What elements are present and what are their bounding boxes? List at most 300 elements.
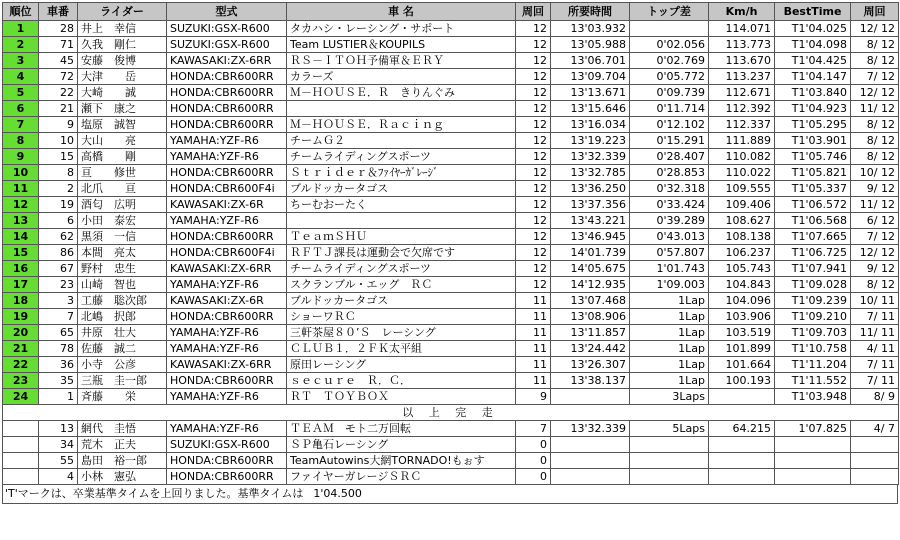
footer-base-time: 1'04.500	[313, 487, 362, 500]
cell-total-time: 13'16.034	[551, 117, 630, 133]
cell-rider: 北嶋 択郎	[78, 309, 167, 325]
cell-number: 62	[39, 229, 78, 245]
cell-position: 12	[3, 197, 39, 213]
cell-number: 3	[39, 293, 78, 309]
cell-laps: 12	[516, 69, 551, 85]
cell-rider: 網代 圭悟	[78, 421, 167, 437]
cell-speed: 113.670	[709, 53, 775, 69]
cell-speed: 103.519	[709, 325, 775, 341]
cell-gap: 0'33.424	[630, 197, 709, 213]
cell-number: 34	[39, 437, 78, 453]
cell-rider: 工藤 聡次郎	[78, 293, 167, 309]
cell-rider: 小寺 公彦	[78, 357, 167, 373]
cell-model: SUZUKI:GSX-R600	[167, 37, 287, 53]
cell-team: ＴＥＡＭ モト二万回転	[287, 421, 516, 437]
cell-number: 10	[39, 133, 78, 149]
cell-best-time: T1'05.746	[775, 149, 851, 165]
cell-best-lap: 7/ 11	[851, 357, 899, 373]
header-gap: トップ差	[630, 3, 709, 21]
cell-total-time: 13'24.442	[551, 341, 630, 357]
cell-model: YAMAHA:YZF-R6	[167, 341, 287, 357]
cell-best-lap: 9/ 12	[851, 181, 899, 197]
cell-best-lap	[851, 469, 899, 485]
cell-team: カラーズ	[287, 69, 516, 85]
cell-team: 三軒茶屋８０’Ｓ レーシング	[287, 325, 516, 341]
cell-position: 19	[3, 309, 39, 325]
cell-gap: 0'43.013	[630, 229, 709, 245]
cell-best-lap: 4/ 7	[851, 421, 899, 437]
cell-model: YAMAHA:YZF-R6	[167, 389, 287, 405]
cell-rider: 黒須 一信	[78, 229, 167, 245]
header-speed: Km/h	[709, 3, 775, 21]
cell-best-time: T1'07.665	[775, 229, 851, 245]
table-row	[3, 229, 899, 245]
cell-speed: 101.899	[709, 341, 775, 357]
cell-number: 6	[39, 213, 78, 229]
cell-laps: 12	[516, 213, 551, 229]
cell-number: 45	[39, 53, 78, 69]
cell-rider: 高橋 剛	[78, 149, 167, 165]
cell-position: 11	[3, 181, 39, 197]
cell-model: YAMAHA:YZF-R6	[167, 325, 287, 341]
cell-speed	[709, 469, 775, 485]
table-row	[3, 117, 899, 133]
table-row	[3, 245, 899, 261]
cell-number: 65	[39, 325, 78, 341]
cell-position: 9	[3, 149, 39, 165]
cell-number: 78	[39, 341, 78, 357]
table-row	[3, 69, 899, 85]
cell-best-time: T1'09.210	[775, 309, 851, 325]
cell-number: 7	[39, 309, 78, 325]
header-row	[3, 3, 899, 21]
cell-number: 23	[39, 277, 78, 293]
cell-gap: 0'05.772	[630, 69, 709, 85]
cell-best-time: T1'04.147	[775, 69, 851, 85]
cell-speed: 104.096	[709, 293, 775, 309]
unranked-rows	[3, 421, 899, 485]
cell-team: ブルドッカータゴス	[287, 293, 516, 309]
cell-team: Ｍ－ＨＯＵＳＥ．Ｒａｃｉｎｇ	[287, 117, 516, 133]
cell-rider: 井上 幸信	[78, 21, 167, 37]
cell-position: 10	[3, 165, 39, 181]
header-best-time: BestTime	[775, 3, 851, 21]
cell-number: 19	[39, 197, 78, 213]
cell-laps: 12	[516, 277, 551, 293]
cell-team: ＲＦＴＪ課長は運動会で欠席です	[287, 245, 516, 261]
cell-number: 71	[39, 37, 78, 53]
cell-position: 7	[3, 117, 39, 133]
cell-number: 21	[39, 101, 78, 117]
cell-gap: 0'02.056	[630, 37, 709, 53]
cell-best-lap	[851, 437, 899, 453]
cell-gap: 1'01.743	[630, 261, 709, 277]
table-row	[3, 469, 899, 485]
cell-total-time: 13'09.704	[551, 69, 630, 85]
table-row	[3, 453, 899, 469]
cell-total-time: 13'08.906	[551, 309, 630, 325]
cell-total-time: 13'15.646	[551, 101, 630, 117]
cell-laps: 11	[516, 373, 551, 389]
cell-speed: 113.773	[709, 37, 775, 53]
cell-gap: 0'28.407	[630, 149, 709, 165]
cell-laps: 0	[516, 437, 551, 453]
cell-team	[287, 101, 516, 117]
cell-team: ファイヤーガレージＳＲＣ	[287, 469, 516, 485]
cell-gap: 3Laps	[630, 389, 709, 405]
header-team: 車 名	[287, 3, 516, 21]
cell-position	[3, 421, 39, 437]
cell-model: HONDA:CBR600RR	[167, 165, 287, 181]
cell-best-lap: 8/ 12	[851, 149, 899, 165]
cell-speed	[709, 453, 775, 469]
table-row	[3, 181, 899, 197]
cell-model: HONDA:CBR600RR	[167, 117, 287, 133]
cell-rider: 本間 亮太	[78, 245, 167, 261]
cell-laps: 12	[516, 165, 551, 181]
cell-position: 3	[3, 53, 39, 69]
cell-team: チームＧ２	[287, 133, 516, 149]
cell-best-lap: 8/ 12	[851, 133, 899, 149]
table-row	[3, 437, 899, 453]
cell-position	[3, 453, 39, 469]
table-row	[3, 277, 899, 293]
cell-rider: 島田 裕一郎	[78, 453, 167, 469]
table-row	[3, 309, 899, 325]
cell-number: 8	[39, 165, 78, 181]
cell-speed: 112.671	[709, 85, 775, 101]
table-row	[3, 197, 899, 213]
cell-speed: 108.138	[709, 229, 775, 245]
cell-laps: 11	[516, 325, 551, 341]
table-row	[3, 293, 899, 309]
header-model: 型式	[167, 3, 287, 21]
table-row	[3, 261, 899, 277]
cell-speed: 113.237	[709, 69, 775, 85]
cell-model: HONDA:CBR600RR	[167, 69, 287, 85]
table-row	[3, 341, 899, 357]
cell-number: 86	[39, 245, 78, 261]
cell-laps: 12	[516, 53, 551, 69]
cell-gap: 0'39.289	[630, 213, 709, 229]
header-laps: 周回	[516, 3, 551, 21]
cell-total-time: 13'38.137	[551, 373, 630, 389]
cell-number: 22	[39, 85, 78, 101]
cell-position: 4	[3, 69, 39, 85]
cell-best-lap: 8/ 9	[851, 389, 899, 405]
cell-model: HONDA:CBR600RR	[167, 101, 287, 117]
cell-best-time: T1'06.725	[775, 245, 851, 261]
cell-gap	[630, 437, 709, 453]
cell-speed: 110.022	[709, 165, 775, 181]
cell-model: HONDA:CBR600RR	[167, 309, 287, 325]
cell-best-lap: 8/ 12	[851, 37, 899, 53]
cell-gap: 0'15.291	[630, 133, 709, 149]
cell-speed	[709, 437, 775, 453]
cell-gap: 1Lap	[630, 325, 709, 341]
cell-best-time: T1'11.204	[775, 357, 851, 373]
cell-gap: 1Lap	[630, 357, 709, 373]
cell-position	[3, 437, 39, 453]
cell-best-lap: 8/ 12	[851, 277, 899, 293]
cell-team: チームライディングスポーツ	[287, 149, 516, 165]
cell-model: YAMAHA:YZF-R6	[167, 277, 287, 293]
cell-team: TeamAutowins大網TORNADO!もぉす	[287, 453, 516, 469]
cell-model: HONDA:CBR600F4i	[167, 245, 287, 261]
cell-team: ＲＳ－ＩＴＯＨ予備軍＆ＥＲＹ	[287, 53, 516, 69]
cell-number: 4	[39, 469, 78, 485]
cell-team: 原田レーシング	[287, 357, 516, 373]
cell-best-time: T1'04.425	[775, 53, 851, 69]
cell-gap: 1Lap	[630, 293, 709, 309]
ranked-rows	[3, 21, 899, 405]
cell-best-lap: 7/ 11	[851, 309, 899, 325]
cell-best-time	[775, 469, 851, 485]
cell-total-time	[551, 453, 630, 469]
header-position: 順位	[3, 3, 39, 21]
cell-number: 9	[39, 117, 78, 133]
cell-number: 72	[39, 69, 78, 85]
cell-best-time: T1'11.552	[775, 373, 851, 389]
cell-position: 5	[3, 85, 39, 101]
cell-team: ＲＴ ＴＯＹＢＯＸ	[287, 389, 516, 405]
cell-number: 2	[39, 181, 78, 197]
cell-speed: 114.071	[709, 21, 775, 37]
cell-total-time: 13'03.932	[551, 21, 630, 37]
cell-best-time: T1'09.028	[775, 277, 851, 293]
cell-rider: 北爪 亘	[78, 181, 167, 197]
footer-note	[2, 485, 898, 504]
cell-laps: 11	[516, 341, 551, 357]
cell-best-lap: 12/ 12	[851, 245, 899, 261]
cell-total-time: 13'43.221	[551, 213, 630, 229]
cell-rider: 酒匂 広明	[78, 197, 167, 213]
cell-total-time: 13'26.307	[551, 357, 630, 373]
cell-rider: 大崎 誠	[78, 85, 167, 101]
cell-speed: 110.082	[709, 149, 775, 165]
table-row	[3, 53, 899, 69]
cell-position: 16	[3, 261, 39, 277]
cell-total-time: 13'37.356	[551, 197, 630, 213]
table-row	[3, 37, 899, 53]
cell-speed: 109.406	[709, 197, 775, 213]
cell-speed: 112.337	[709, 117, 775, 133]
cell-position: 22	[3, 357, 39, 373]
cell-gap: 1Lap	[630, 341, 709, 357]
table-row	[3, 133, 899, 149]
cell-laps: 12	[516, 245, 551, 261]
cell-speed: 103.906	[709, 309, 775, 325]
cell-team: ＳＰ亀石レーシング	[287, 437, 516, 453]
cell-number: 35	[39, 373, 78, 389]
cell-model: KAWASAKI:ZX-6RR	[167, 261, 287, 277]
cell-gap: 0'02.769	[630, 53, 709, 69]
cell-model: YAMAHA:YZF-R6	[167, 133, 287, 149]
cell-number: 13	[39, 421, 78, 437]
cell-rider: 安藤 俊博	[78, 53, 167, 69]
cell-best-time: T1'07.941	[775, 261, 851, 277]
table-row	[3, 165, 899, 181]
cell-model: YAMAHA:YZF-R6	[167, 213, 287, 229]
cell-speed: 112.392	[709, 101, 775, 117]
cell-best-time: T1'03.948	[775, 389, 851, 405]
cell-best-time: T1'09.703	[775, 325, 851, 341]
cell-total-time: 13'32.785	[551, 165, 630, 181]
cell-rider: 三瓶 圭一郎	[78, 373, 167, 389]
results-sheet	[2, 2, 898, 504]
cell-rider: 塩原 誠智	[78, 117, 167, 133]
cell-laps: 12	[516, 85, 551, 101]
cell-model: HONDA:CBR600RR	[167, 453, 287, 469]
header-best-lap: 周回	[851, 3, 899, 21]
cell-laps: 12	[516, 117, 551, 133]
cell-rider: 山崎 智也	[78, 277, 167, 293]
cell-total-time: 13'46.945	[551, 229, 630, 245]
cell-model: SUZUKI:GSX-R600	[167, 437, 287, 453]
cell-best-time: T1'05.295	[775, 117, 851, 133]
cell-model: KAWASAKI:ZX-6RR	[167, 53, 287, 69]
cell-best-lap: 10/ 12	[851, 165, 899, 181]
cell-speed: 111.889	[709, 133, 775, 149]
cell-position: 18	[3, 293, 39, 309]
cell-laps: 12	[516, 101, 551, 117]
cell-gap: 0'28.853	[630, 165, 709, 181]
cell-gap	[630, 469, 709, 485]
cell-best-time: T1'05.821	[775, 165, 851, 181]
table-row	[3, 325, 899, 341]
cell-laps: 0	[516, 469, 551, 485]
table-row	[3, 21, 899, 37]
cell-best-time: T1'04.098	[775, 37, 851, 53]
header-rider: ライダー	[78, 3, 167, 21]
cell-best-lap: 8/ 12	[851, 117, 899, 133]
cell-laps: 12	[516, 133, 551, 149]
cell-position	[3, 469, 39, 485]
table-row	[3, 85, 899, 101]
cell-total-time: 13'06.701	[551, 53, 630, 69]
cell-model: HONDA:CBR600F4i	[167, 181, 287, 197]
cell-model: HONDA:CBR600RR	[167, 229, 287, 245]
cell-best-time	[775, 453, 851, 469]
cell-total-time	[551, 469, 630, 485]
cell-position: 15	[3, 245, 39, 261]
cell-best-time: T1'04.923	[775, 101, 851, 117]
table-row	[3, 149, 899, 165]
cell-gap: 0'12.102	[630, 117, 709, 133]
cell-speed: 100.193	[709, 373, 775, 389]
cell-best-lap: 9/ 12	[851, 261, 899, 277]
cell-laps: 0	[516, 453, 551, 469]
header-number: 車番	[39, 3, 78, 21]
cell-total-time: 14'01.739	[551, 245, 630, 261]
cell-rider: 野村 忠生	[78, 261, 167, 277]
cell-best-time: T1'03.840	[775, 85, 851, 101]
cell-position: 17	[3, 277, 39, 293]
cell-speed	[709, 389, 775, 405]
cell-team: Ｓｔｒｉｄｅｒ＆ﾌｧｲﾔｰｶﾞﾚｰｼﾞ	[287, 165, 516, 181]
cell-best-time: T1'09.239	[775, 293, 851, 309]
cell-total-time	[551, 437, 630, 453]
cell-laps: 12	[516, 21, 551, 37]
cell-speed: 109.555	[709, 181, 775, 197]
cell-laps: 11	[516, 309, 551, 325]
cell-rider: 小田 泰宏	[78, 213, 167, 229]
cell-best-lap: 11/ 12	[851, 101, 899, 117]
cell-rider: 大山 亮	[78, 133, 167, 149]
cell-best-lap: 7/ 11	[851, 373, 899, 389]
cell-best-time	[775, 437, 851, 453]
cell-laps: 9	[516, 389, 551, 405]
cell-rider: 久我 剛仁	[78, 37, 167, 53]
cell-position: 23	[3, 373, 39, 389]
cell-position: 6	[3, 101, 39, 117]
table-row	[3, 389, 899, 405]
cell-model: KAWASAKI:ZX-6R	[167, 293, 287, 309]
cell-number: 1	[39, 389, 78, 405]
cell-model: HONDA:CBR600RR	[167, 85, 287, 101]
cell-position: 24	[3, 389, 39, 405]
cell-best-lap: 11/ 12	[851, 197, 899, 213]
cell-team: Ｍ－ＨＯＵＳＥ．Ｒ きりんぐみ	[287, 85, 516, 101]
cell-team: Team LUSTIER＆KOUPILS	[287, 37, 516, 53]
cell-speed: 101.664	[709, 357, 775, 373]
cell-rider: 大津 岳	[78, 69, 167, 85]
cell-rider: 亘 修世	[78, 165, 167, 181]
cell-rider: 小林 憲弘	[78, 469, 167, 485]
cell-team: ショーワＲＣ	[287, 309, 516, 325]
cell-position: 1	[3, 21, 39, 37]
cell-best-time: T1'04.025	[775, 21, 851, 37]
cell-number: 55	[39, 453, 78, 469]
cell-model: KAWASAKI:ZX-6R	[167, 197, 287, 213]
cell-speed: 64.215	[709, 421, 775, 437]
cell-gap	[630, 21, 709, 37]
cell-model: HONDA:CBR600RR	[167, 469, 287, 485]
footer-note-text: 'T'マークは、卒業基準タイムを上回りました。基準タイムは	[5, 487, 304, 500]
cell-rider: 佐藤 誠二	[78, 341, 167, 357]
cell-position: 20	[3, 325, 39, 341]
cell-number: 15	[39, 149, 78, 165]
cell-best-lap: 6/ 12	[851, 213, 899, 229]
cell-laps: 7	[516, 421, 551, 437]
cell-best-time: T1'06.568	[775, 213, 851, 229]
cell-best-time: T1'03.901	[775, 133, 851, 149]
cell-best-time: T1'05.337	[775, 181, 851, 197]
cell-laps: 12	[516, 37, 551, 53]
cell-number: 67	[39, 261, 78, 277]
cell-gap: 0'32.318	[630, 181, 709, 197]
cell-best-lap: 11/ 11	[851, 325, 899, 341]
cell-number: 28	[39, 21, 78, 37]
cell-gap: 5Laps	[630, 421, 709, 437]
table-row	[3, 213, 899, 229]
cell-best-lap	[851, 453, 899, 469]
cell-total-time: 13'05.988	[551, 37, 630, 53]
cell-gap: 1Lap	[630, 309, 709, 325]
cell-speed: 108.627	[709, 213, 775, 229]
table-row	[3, 357, 899, 373]
results-table	[2, 2, 899, 485]
cell-total-time	[551, 389, 630, 405]
cell-laps: 12	[516, 197, 551, 213]
cell-laps: 12	[516, 261, 551, 277]
cell-gap: 1'09.003	[630, 277, 709, 293]
cell-rider: 斉藤 栄	[78, 389, 167, 405]
cell-gap: 0'09.739	[630, 85, 709, 101]
cell-position: 8	[3, 133, 39, 149]
cell-team: ＴｅａｍＳＨＵ	[287, 229, 516, 245]
cell-best-lap: 4/ 11	[851, 341, 899, 357]
